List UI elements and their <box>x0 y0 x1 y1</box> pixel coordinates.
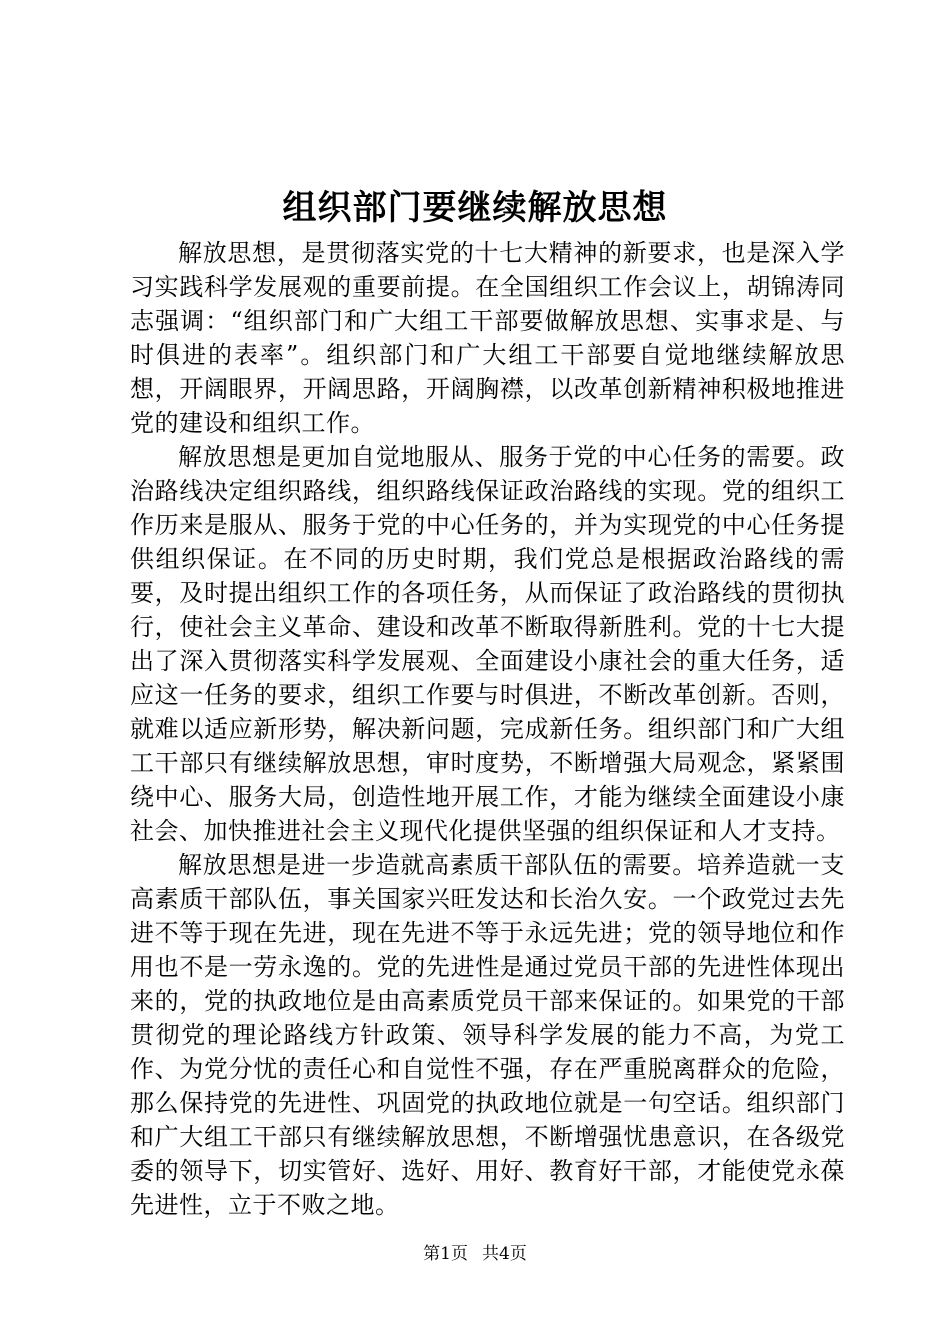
paragraph-1: 解放思想，是贯彻落实党的十七大精神的新要求，也是深入学习实践科学发展观的重要前提。在全国组织工作会议上，胡锦涛同志强调：“组织部门和广大组工干部要做解放思想、实事求是、与时俱进的表率”。组织部门和广大组工干部要自觉地继续解放思想，开阔眼界，开阔思路，开阔胸襟，以改革创新精神积极地推进党的建设和组织工作。 <box>130 239 845 437</box>
document-body <box>130 236 845 1222</box>
paragraph-2: 解放思想是更加自觉地服从、服务于党的中心任务的需要。政治路线决定组织路线，组织路线保证政治路线的实现。党的组织工作历来是服从、服务于党的中心任务的，并为实现党的中心任务提供组织保证。在不同的历史时期，我们党总是根据政治路线的需要，及时提出组织工作的各项任务，从而保证了政治路线的贯彻执行，使社会主义革命、建设和改革不断取得新胜利。党的十七大提出了深入贯彻落实科学发展观、全面建设小康社会的重大任务，适应这一任务的要求，组织工作要与时俱进，不断改革创新。否则，就难以适应新形势，解决新问题，完成新任务。组织部门和广大组工干部只有继续解放思想，审时度势，不断增强大局观念，紧紧围绕中心、服务大局，创造性地开展工作，才能为继续全面建设小康社会、加快推进社会主义现代化提供坚强的组织保证和人才支持。 <box>130 443 845 845</box>
page-number: 第1页 <box>423 1244 468 1264</box>
paragraph-3: 解放思想是进一步造就高素质干部队伍的需要。培养造就一支高素质干部队伍，事关国家兴旺发达和长治久安。一个政党过去先进不等于现在先进，现在先进不等于永远先进；党的领导地位和作用也不是一劳永逸的。党的先进性是通过党员干部的先进性体现出来的，党的执政地位是由高素质党员干部来保证的。如果党的干部贯彻党的理论路线方针政策、领导科学发展的能力不高，为党工作、为党分忧的责任心和自觉性不强，存在严重脱离群众的危险，那么保持党的先进性、巩固党的执政地位就是一句空话。组织部门和广大组工干部只有继续解放思想，不断增强忧患意识，在各级党委的领导下，切实管好、选好、用好、教育好干部，才能使党永葆先进性，立于不败之地。 <box>130 851 845 1219</box>
page-total: 共4页 <box>482 1244 527 1264</box>
document-title: 组织部门要继续解放思想 <box>282 188 668 228</box>
page-footer <box>0 1242 950 1266</box>
